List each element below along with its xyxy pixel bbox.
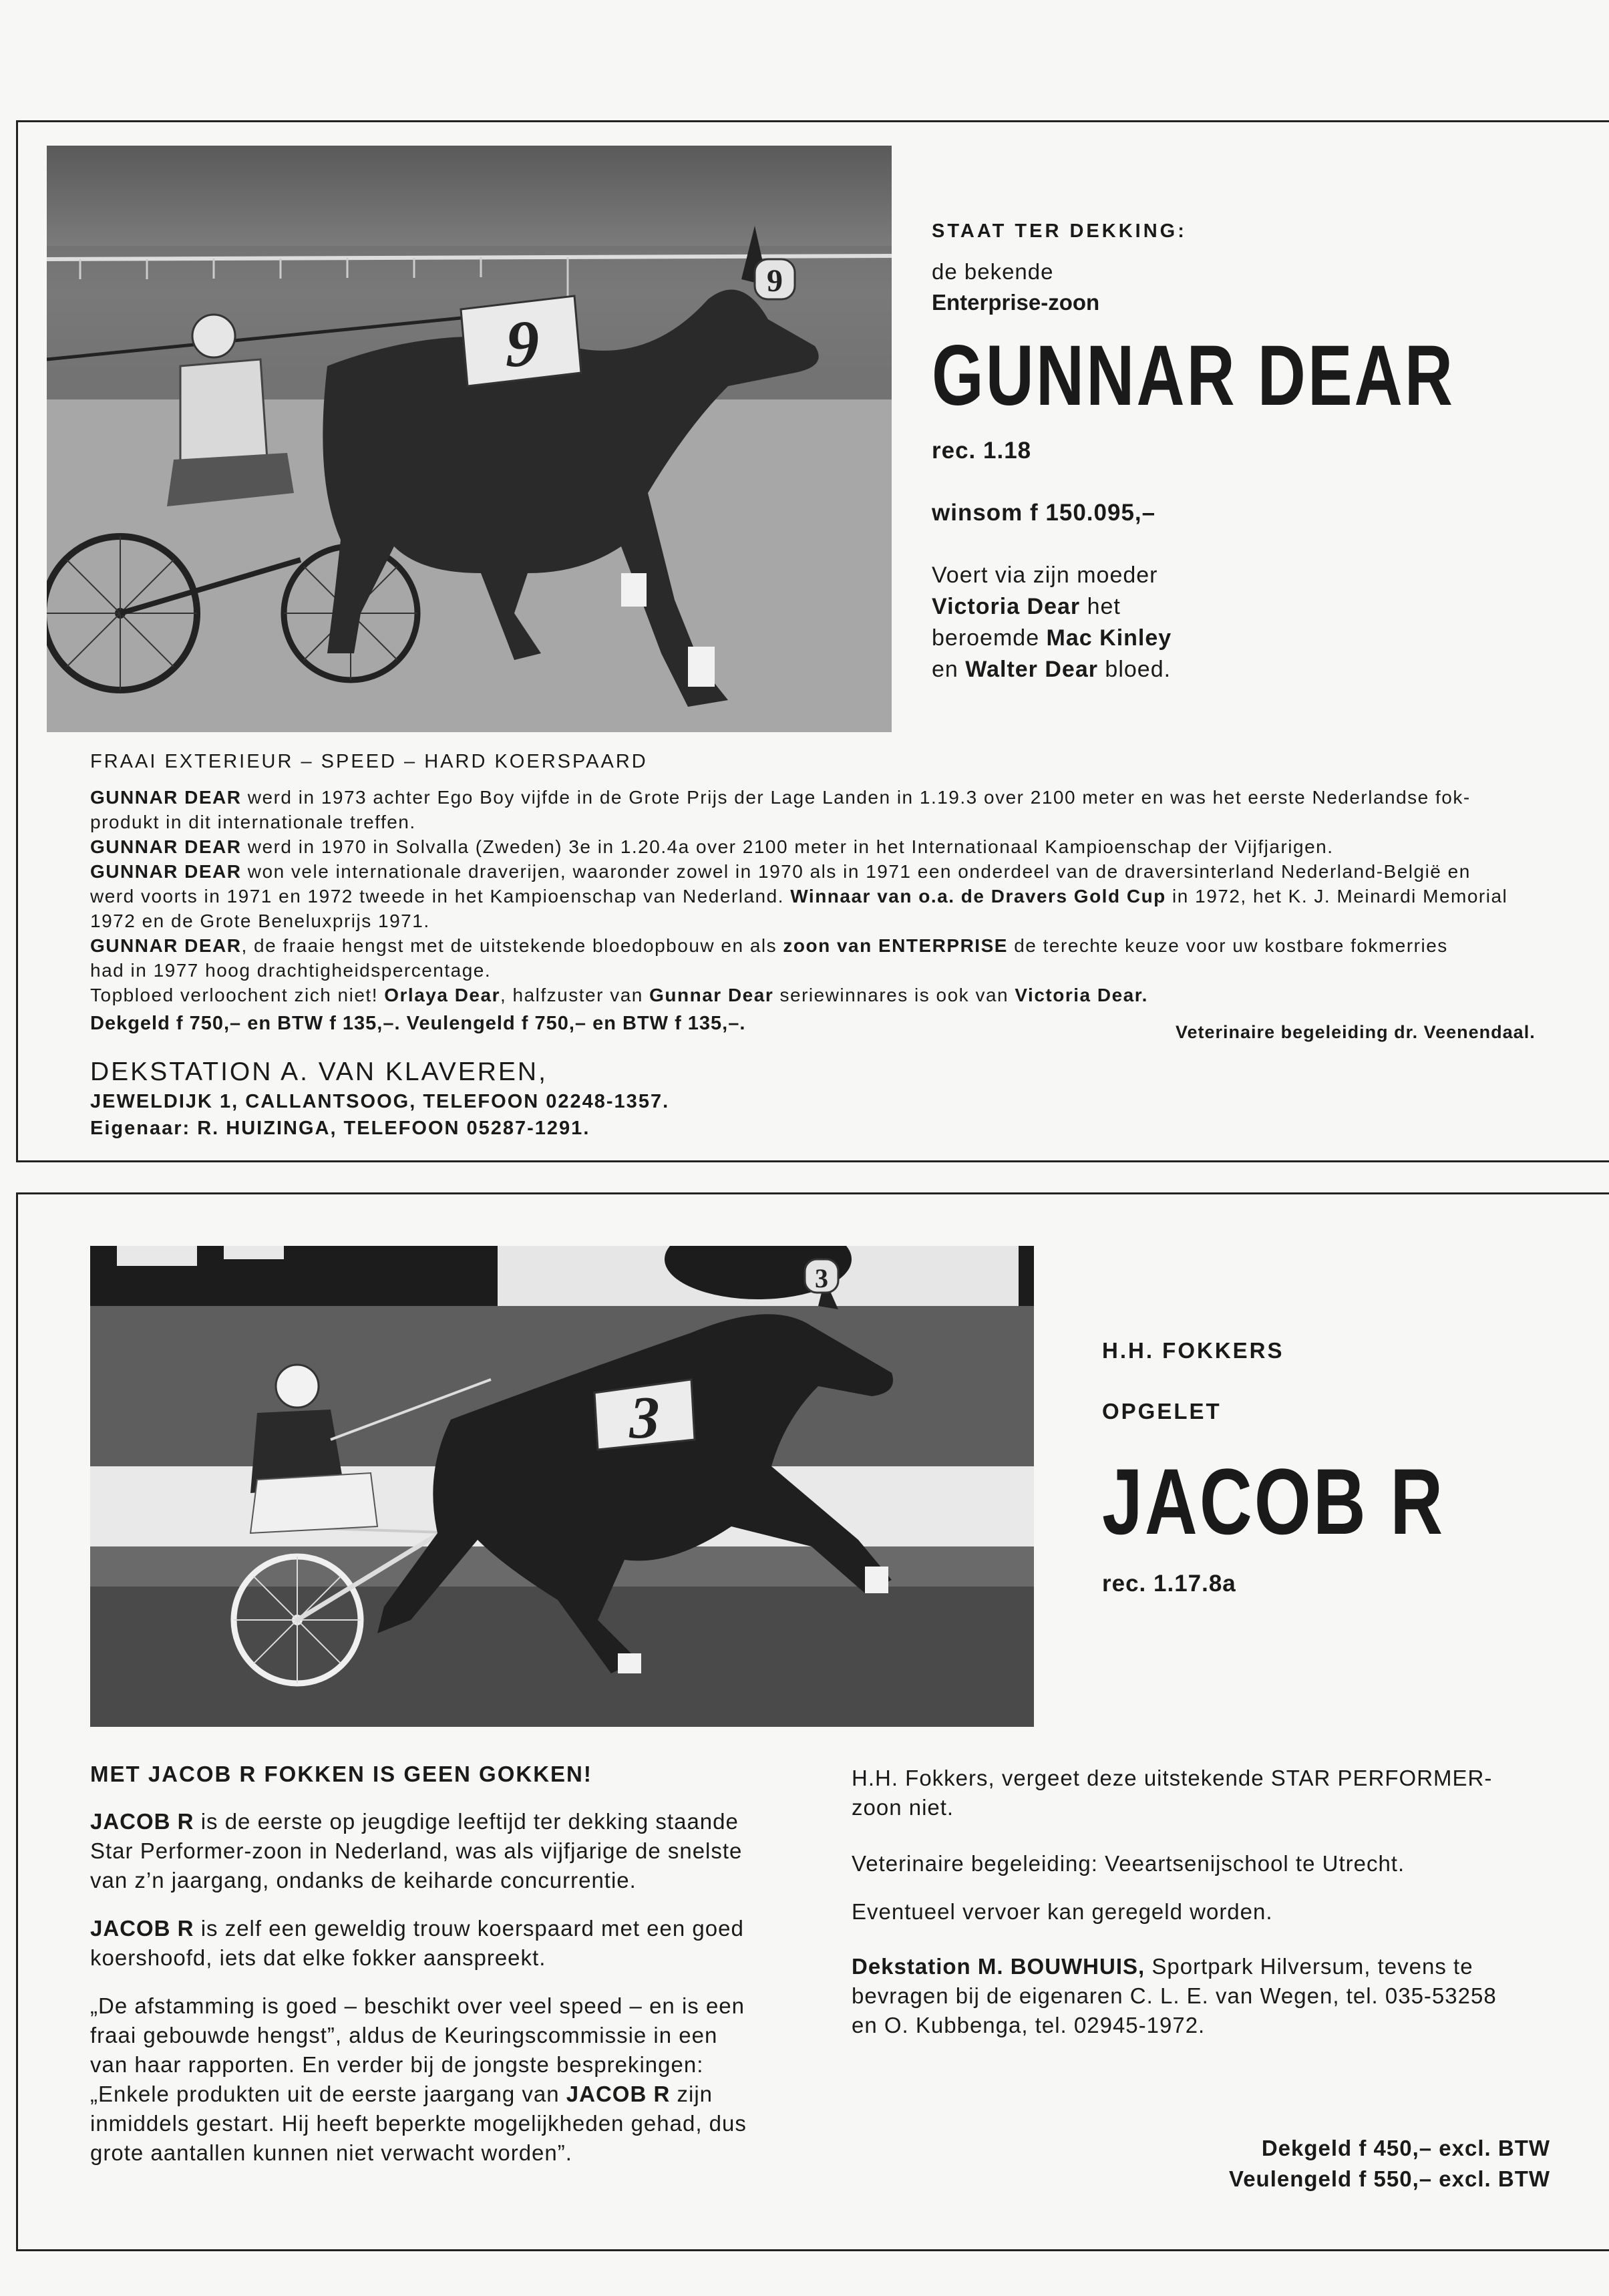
ad2-line-1: H.H. FOKKERS [1102,1338,1284,1363]
paragraph-3: GUNNAR DEAR won vele internationale draverijen, waaronder zowel in 1970 als in 1971 een onderdeel van de draversinterland Nederland-België en werd voorts in 1971 en 1972 tweede in het Kampioenschap van Nederland. Winnaar van o.a. de Dravers Gold Cup in 1972, het K. J. Meinardi Memorial 1972 en de Grote Beneluxprijs 1971. [90,861,1508,931]
ad2-right-column [852,1764,1553,2040]
left-paragraph-2: JACOB R is zelf een geweldig trouw koerspaard met een goed koershoofd, iets dat elke fokker aanspreekt. [90,1916,744,1970]
ad2-headline: MET JACOB R FOKKEN IS GEEN GOKKEN! [90,1762,592,1786]
jacob-saddle-number: 3 [629,1385,660,1451]
ad2-left-column [90,1807,798,2168]
intro-line-1: de bekende [932,259,1054,284]
lineage-line-2: Victoria Dear het [932,594,1121,619]
right-paragraph-3: Eventueel vervoer kan geregeld worden. [852,1899,1273,1924]
record-time: rec. 1.18 [932,438,1032,464]
ad1-owner: Eigenaar: R. HUIZINGA, TELEFOON 05287-1291. [90,1118,590,1139]
gunnar-dear-racing-photo [47,146,892,732]
jacob-r-racing-photo [90,1246,1034,1727]
tag-line: STAAT TER DEKKING: [932,220,1187,242]
lineage-line-1: Voert via zijn moeder [932,562,1158,588]
lineage-line-3: beroemde Mac Kinley [932,625,1172,651]
ad1-station-name: DEKSTATION A. VAN KLAVEREN, [90,1057,548,1086]
saddle-cloth-number-top: 9 [767,263,783,299]
ad2-fees [1229,2133,1550,2194]
jacob-saddle-number-top: 3 [815,1263,828,1293]
ad2-record: rec. 1.17.8a [1102,1571,1236,1597]
lineage-text [932,560,1172,685]
ad1-fees: Dekgeld f 750,– en BTW f 135,–. Veulengeld f 750,– en BTW f 135,–. [90,1013,746,1034]
ad1-veterinary: Veterinaire begeleiding dr. Veenendaal. [1176,1022,1536,1042]
ad1-headline: FRAAI EXTERIEUR – SPEED – HARD KOERSPAARD [90,751,648,772]
paragraph-4: GUNNAR DEAR, de fraaie hengst met de uitstekende bloedopbouw en als zoon van ENTERPRISE de terechte keuze voor uw kostbare fokmerries had in 1977 hoog drachtigheidspercentage. [90,935,1448,981]
ad1-address: JEWELDIJK 1, CALLANTSOOG, TELEFOON 02248-1357. [90,1091,670,1112]
jacob-r-title: JACOB R [1102,1449,1445,1554]
left-paragraph-1: JACOB R is de eerste op jeugdige leeftijd ter dekking staande Star Performer-zoon in Nederland, was als vijfjarige de snelste van z’n jaargang, ondanks de keiharde concurrentie. [90,1809,743,1893]
saddle-cloth-number: 9 [506,307,539,381]
ad1-body [90,785,1553,1007]
paragraph-1: GUNNAR DEAR werd in 1973 achter Ego Boy vijfde in de Grote Prijs der Lage Landen in 1.19.3 over 2100 meter en was het eerste Nederlandse fok- produkt in dit internationale treffen. [90,787,1471,832]
lineage-line-4: en Walter Dear bloed. [932,657,1172,682]
right-paragraph-2: Veterinaire begeleiding: Veeartsenijschool te Utrecht. [852,1851,1405,1876]
stud-fee: Dekgeld f 450,– excl. BTW [1261,2136,1550,2160]
left-paragraph-3: „De afstamming is goed – beschikt over veel speed – en is een fraai gebouwde hengst”, aldus de Keuringscommissie in een van haar rapporten. En verder bij de jongste besprekingen: „Enkele produkten uit de eerste jaargang van JACOB R zijn inmiddels gestart. Hij heeft beperkte mogelijkheden gehad, dus grote aantallen kunnen niet verwacht worden”. [90,1993,747,2165]
right-paragraph-4: Dekstation M. BOUWHUIS, Sportpark Hilversum, tevens te bevragen bij de eigenaren C. L. E. van Wegen, tel. 035-53258 en O. Kubbenga, tel. 02945-1972. [852,1954,1497,2037]
foal-fee: Veulengeld f 550,– excl. BTW [1229,2166,1550,2191]
paragraph-5: Topbloed verloochent zich niet! Orlaya Dear, halfzuster van Gunnar Dear seriewinnares is ook van Victoria Dear. [90,985,1148,1005]
paragraph-2: GUNNAR DEAR werd in 1970 in Solvalla (Zweden) 3e in 1.20.4a over 2100 meter in het Internationaal Kampioenschap der Vijfjarigen. [90,836,1334,857]
right-paragraph-1: H.H. Fokkers, vergeet deze uitstekende STAR PERFORMER- zoon niet. [852,1766,1493,1820]
intro-line-2: Enterprise-zoon [932,290,1100,315]
horse-name-title: GUNNAR DEAR [932,328,1455,424]
ad2-line-2: OPGELET [1102,1399,1222,1424]
winnings: winsom f 150.095,– [932,500,1156,526]
